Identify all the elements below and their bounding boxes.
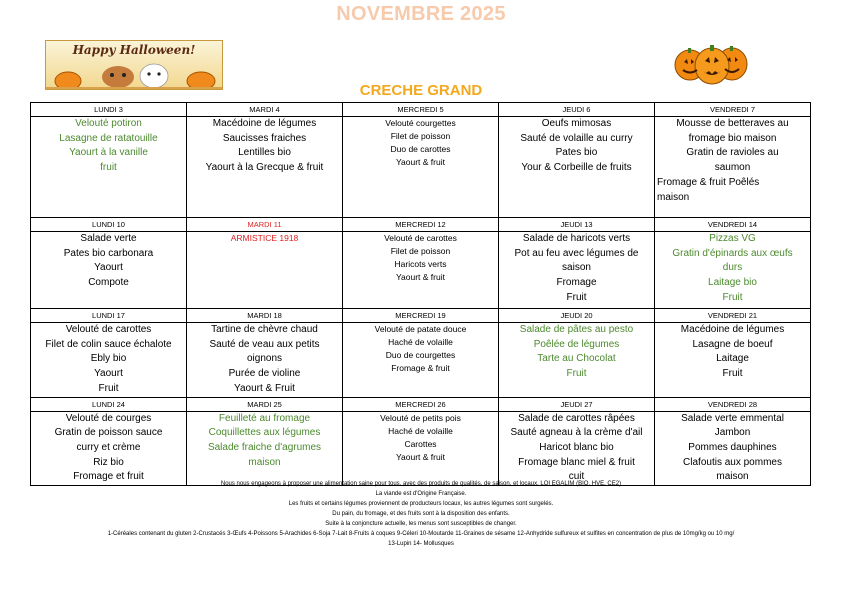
menu-cell [187,323,343,398]
menu-item: fruit [100,162,117,174]
menu-item: Velouté de patate douce [374,324,467,334]
footer-line: Du pain, du fromage, et des fruits sont à la disposition des enfants. [332,511,510,517]
menu-cell [31,323,187,398]
weekly-menu-table [30,102,811,486]
menu-item: Your & Corbeille de fruits [521,162,632,174]
day-header: VENDREDI 21 [655,309,811,323]
footer-line: Suite à la conjoncture actuelle, les menus sont susceptibles de changer. [325,521,517,527]
menu-row [31,117,811,218]
day-header: VENDREDI 28 [655,397,811,411]
menu-item: Coquillettes aux légumes [208,427,321,439]
menu-item: Pommes dauphines [688,441,777,453]
footer-line: La viande est d'Origine Française. [375,491,467,497]
menu-item: Fruit [98,382,119,394]
day-header: JEUDI 13 [499,218,655,232]
menu-item: Gratin d'épinards aux œufs [672,247,793,259]
menu-item: Sauté de volaille au curry [520,132,633,144]
day-header: MERCREDI 5 [343,103,499,117]
menu-item: maison [248,456,281,468]
menu-item: Fromage blanc miel & fruit [518,456,635,468]
menu-item: Ebly bio [90,353,127,365]
menu-cell [655,117,811,218]
menu-item: Lasagne de ratatouille [59,132,158,144]
menu-item: Pizzas VG [709,233,756,244]
menu-item: Fruit [722,368,743,380]
menu-item: Gratin de poisson sauce [54,427,163,439]
menu-item: Yaourt & fruit [396,157,445,167]
menu-row [31,411,811,486]
banner-text: Happy Halloween! [72,43,196,57]
day-header: VENDREDI 7 [655,103,811,117]
menu-item: Salade verte emmental [681,412,784,424]
menu-item: cuit [568,471,585,483]
menu-subtitle: CRECHE GRAND [359,82,483,99]
day-header: JEUDI 20 [499,309,655,323]
menu-row [31,232,811,309]
menu-item: fromage bio maison [688,132,777,144]
menu-item: Purée de violine [228,368,301,380]
menu-item: Poêlée de légumes [533,338,620,350]
menu-item: Haricots verts [394,259,447,269]
menu-item: Riz bio [93,456,124,468]
menu-cell [187,411,343,486]
menu-item: Lasagne de boeuf [692,338,773,350]
menu-item: Salade de pâtes au pesto [519,324,634,335]
menu-item: Sauté de veau aux petits [209,338,320,350]
menu-item: Fruit [566,368,587,380]
menu-item: Fruit [566,291,587,303]
menu-item: Salade fraiche d'agrumes [207,441,322,453]
menu-item: Lentilles bio [238,147,291,159]
menu-item: Haricot blanc bio [539,441,614,453]
menu-item: Filet de colin sauce échalote [45,338,172,350]
menu-item: Yaourt & fruit [396,451,445,462]
menu-item: Feuilleté au fromage [218,412,311,424]
menu-item: Velouté de carottes [384,233,457,243]
menu-cell [343,117,499,218]
day-header-row [31,218,811,232]
menu-item: Yaourt à la Grecque & fruit [205,162,324,174]
day-header: JEUDI 27 [499,397,655,411]
day-header: MARDI 11 [187,218,343,232]
footer-notes [0,479,842,549]
menu-item: Fromage & fruit Poêlés [657,176,760,188]
menu-item: maison [716,471,749,483]
menu-cell [343,411,499,486]
menu-item: curry et crème [76,441,141,453]
menu-item: Pates bio carbonara [63,247,154,259]
menu-item: Yaourt [94,368,123,380]
menu-cell [31,411,187,486]
menu-item: Gratin de ravioles au [686,147,779,159]
menu-item: Tarte au Chocolat [537,353,616,365]
menu-item: Velouté courgettes [385,118,456,128]
menu-item: Compote [88,277,129,289]
menu-item: Macédoine de légumes [680,324,785,335]
menu-item: Macédoine de légumes [212,118,317,129]
menu-item: Tartine de chèvre chaud [211,324,318,335]
menu-cell [499,323,655,398]
menu-item: Velouté de carottes [65,324,152,335]
day-header: MARDI 25 [187,397,343,411]
menu-cell [343,323,499,398]
day-header: JEUDI 6 [499,103,655,117]
menu-cell [187,117,343,218]
day-header: MERCREDI 19 [343,309,499,323]
menu-item: Fromage & fruit [391,363,450,373]
menu-item: Mousse de betteraves au [676,118,789,129]
menu-item: Fruit [722,291,743,303]
menu-item: durs [722,262,743,274]
day-header: LUNDI 17 [31,309,187,323]
menu-item: Carottes [404,438,437,449]
menu-item: Haché de volaille [388,337,453,347]
menu-item: Fromage et fruit [73,471,144,483]
menu-item: Pot au feu avec légumes de [514,247,639,259]
menu-item: Yaourt [94,262,123,274]
menu-item: Laitage bio [708,277,757,289]
day-header-row [31,103,811,117]
day-header-row [31,309,811,323]
menu-item: Salade verte [80,233,137,244]
day-header: MARDI 18 [187,309,343,323]
jack-o-lantern-icon [672,35,752,85]
menu-cell [31,117,187,218]
menu-row [31,323,811,398]
day-header: MERCREDI 12 [343,218,499,232]
menu-cell [187,232,343,309]
menu-item: Yaourt & Fruit [234,382,295,394]
day-header-row [31,397,811,411]
menu-cell [655,232,811,309]
menu-cell [343,232,499,309]
menu-item: Duo de carottes [390,144,451,154]
menu-item: maison [657,191,690,203]
menu-cell [499,232,655,309]
footer-line: 13-Lupin 14- Mollusques [388,541,454,547]
menu-item: Filet de poisson [390,246,451,256]
menu-item: Salade de carottes râpées [518,412,635,424]
menu-item: oignons [246,353,283,365]
menu-item: Sauté agneau à la crème d'ail [510,427,643,439]
menu-item: Filet de poisson [390,131,451,141]
menu-item: Duo de courgettes [385,350,456,360]
page-title: NOVEMBRE 2025 [336,3,506,25]
menu-item: Velouté de petits pois [380,412,461,423]
menu-item: Haché de volaille [388,425,453,436]
menu-cell [31,232,187,309]
menu-item: Jambon [714,427,751,439]
footer-line: 1-Céréales contenant du gluten 2-Crustacés 3-Œufs 4-Poissons 5-Arachides 6-Soja 7-Lait 8-Fruits à coques 9-Céleri 10-Moutarde 11-Graines de sésame 12-Anhydride sulfureux et sulfites en concentration de plus de 10mg/kg ou 10 mg/ [107,531,735,537]
menu-item: Yaourt à la vanille [69,147,148,159]
menu-cell [499,117,655,218]
menu-item: Laitage [716,353,749,365]
day-header: LUNDI 3 [31,103,187,117]
menu-item: Clafoutis aux pommes [683,456,782,468]
menu-item: Salade de haricots verts [522,233,631,244]
menu-item: Velouté de courges [65,412,152,424]
menu-cell [655,411,811,486]
menu-item: Pates bio [555,147,598,159]
menu-item: ARMISTICE 1918 [230,233,299,243]
day-header: LUNDI 10 [31,218,187,232]
menu-cell [499,411,655,486]
day-header: LUNDI 24 [31,397,187,411]
footer-line: Les fruits et certains légumes proviennent de producteurs locaux, les autres légumes sont surgelés. [288,501,554,507]
day-header: VENDREDI 14 [655,218,811,232]
menu-item: Saucisses fraiches [222,132,307,144]
day-header: MARDI 4 [187,103,343,117]
menu-item: Yaourt & fruit [396,272,445,282]
menu-cell [655,323,811,398]
menu-item: Oeufs mimosas [541,118,612,129]
footer-line: Nous nous engageons à proposer une alimentation saine pour tous, avec des produits de qualités, de saison, et locaux. LOI EGALIM (BIO, HVE, CE2) [220,481,622,487]
menu-item: Velouté potiron [75,118,142,129]
menu-item: Fromage [556,277,597,289]
menu-item: saison [562,262,591,274]
day-header: MERCREDI 26 [343,397,499,411]
menu-item: saumon [714,162,751,174]
